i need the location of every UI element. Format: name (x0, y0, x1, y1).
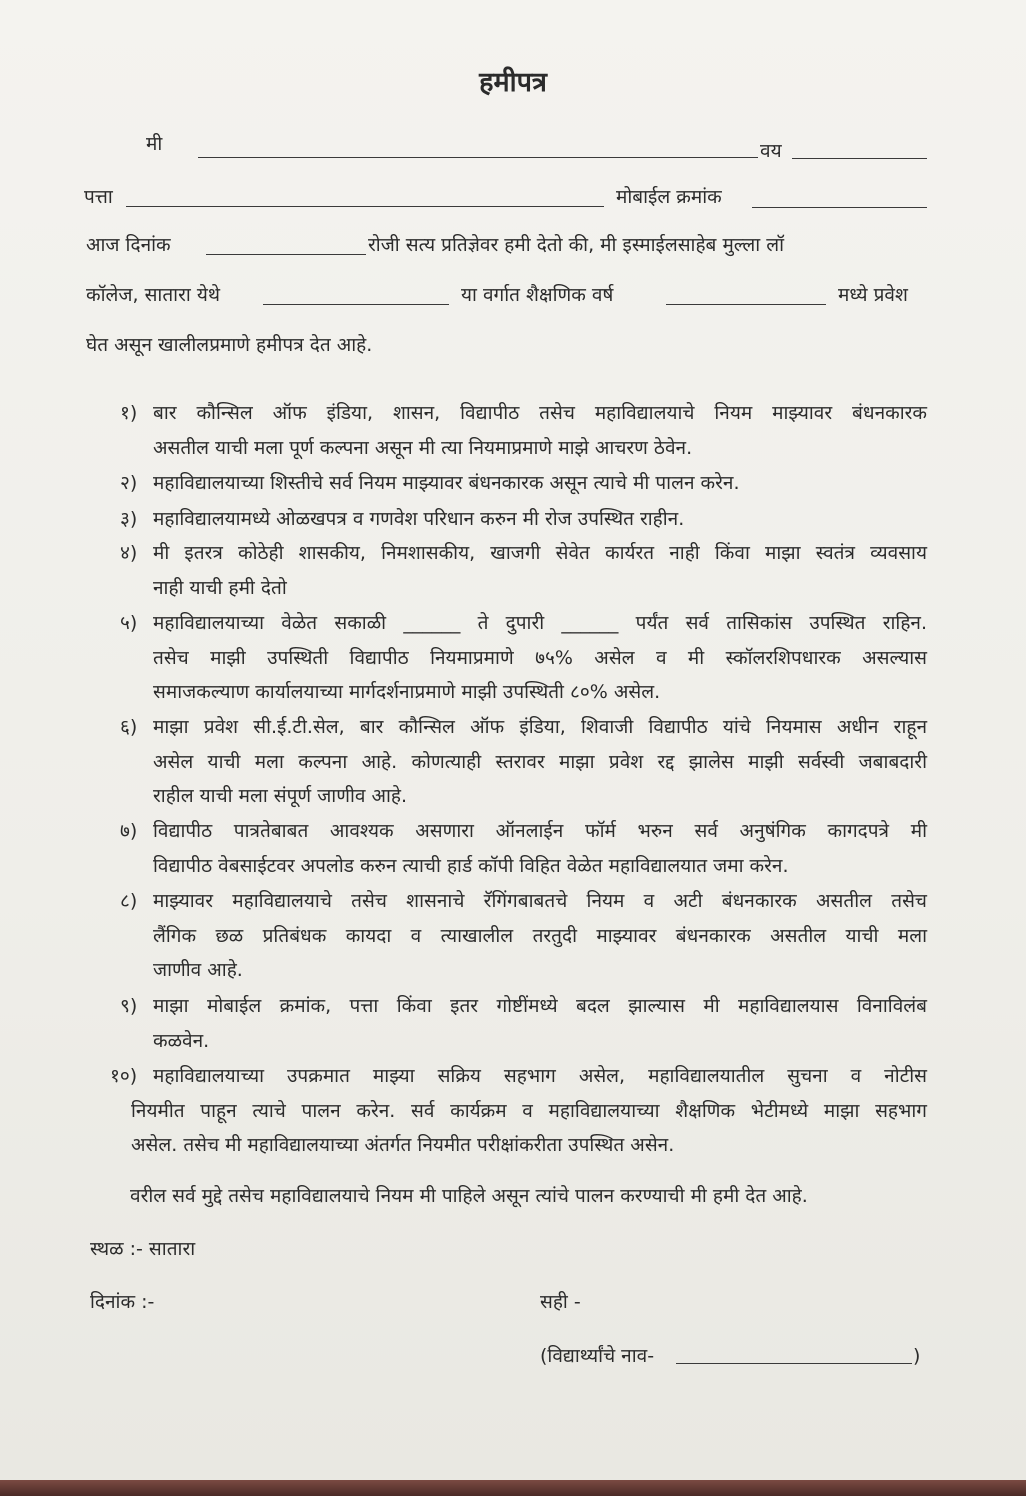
rule-number: ६) (120, 716, 138, 738)
age-field[interactable] (792, 158, 927, 159)
rule-text-line: विद्यापीठ पात्रतेबाबत आवश्यक असणारा ऑनलाईन फॉर्म भरुन सर्व अनुषंगिक कागदपत्रे मी (153, 820, 927, 842)
rule-text-line: राहील याची मला संपूर्ण जाणीव आहे. (153, 785, 408, 807)
rule-number: ७) (120, 820, 138, 842)
rule-text-line: असेल. तसेच मी महाविद्यालयाच्या अंतर्गत नियमीत परीक्षांकरीता उपस्थित असेन. (131, 1134, 675, 1156)
rule-text-line: महाविद्यालयाच्या उपक्रमात माझ्या सक्रिय सहभाग असेल, महाविद्यालयातील सुचना व नोटीस (153, 1065, 927, 1087)
rule-text-line: महाविद्यालयाच्या शिस्तीचे सर्व नियम माझ्यावर बंधनकारक असून त्याचे मी पालन करेन. (153, 472, 740, 494)
rule-text-line: विद्यापीठ वेबसाईटवर अपलोड करुन त्याची हार्ड कॉपी विहित वेळेत महाविद्यालयात जमा करेन. (153, 854, 789, 877)
college-text: कॉलेज, सातारा येथे (86, 284, 220, 306)
label-age: वय (760, 140, 782, 162)
label-date: आज दिनांक (86, 234, 171, 256)
rule-text-line: माझा प्रवेश सी.ई.टी.सेल, बार कौन्सिल ऑफ इंडिया, शिवाजी विद्यापीठ यांचे नियमास अधीन राहून (153, 716, 927, 738)
student-name-close: ) (913, 1345, 921, 1367)
class-field[interactable] (263, 304, 449, 305)
admission-text: मध्ये प्रवेश (838, 284, 908, 306)
place-label: स्थळ :- सातारा (90, 1238, 196, 1260)
rule-text-line: नाही याची हमी देतो (153, 576, 287, 599)
closing-statement: वरील सर्व मुद्दे तसेच महाविद्यालयाचे नियम मी पाहिले असून त्यांचे पालन करण्याची मी हमी देत आहे. (130, 1185, 808, 1207)
mobile-field[interactable] (752, 207, 927, 208)
rule-number: ५) (120, 612, 138, 634)
date-field[interactable] (206, 254, 366, 255)
rule-text-line: असेल याची मला कल्पना आहे. कोणत्याही स्तरावर माझा प्रवेश रद्द झालेस माझी सर्वस्वी जबाबदारी (153, 750, 927, 773)
rule-text-line: महाविद्यालयाच्या वेळेत सकाळी ______ ते दुपारी ______ पर्यंत सर्व तासिकांस उपस्थित राहिन. (153, 612, 927, 634)
student-name-label: (विद्यार्थ्यांचे नाव- (540, 1345, 655, 1367)
rule-text-line: लैंगिक छळ प्रतिबंधक कायदा व त्याखालील तरतुदी माझ्यावर बंधनकारक असतील याची मला (153, 924, 927, 947)
name-field[interactable] (198, 157, 758, 158)
academic-year-text: या वर्गात शैक्षणिक वर्ष (461, 284, 614, 306)
academic-year-field[interactable] (666, 304, 826, 305)
rule-text-line: महाविद्यालयामध्ये ओळखपत्र व गणवेश परिधान करुन मी रोज उपस्थित राहीन. (153, 508, 685, 530)
rule-number: १०) (110, 1065, 138, 1087)
rule-number: १) (120, 402, 138, 424)
address-field[interactable] (126, 206, 604, 207)
rule-text-line: कळवेन. (153, 1029, 210, 1052)
rule-text-line: माझ्यावर महाविद्यालयाचे तसेच शासनाचे रॅगिंगबाबतचे नियम व अटी बंधनकारक असतील तसेच (153, 890, 927, 912)
label-mobile: मोबाईल क्रमांक (616, 186, 722, 208)
signature-field[interactable] (592, 1310, 792, 1311)
rule-text-line: तसेच माझी उपस्थिती विद्यापीठ नियमाप्रमाणे ७५% असेल व मी स्कॉलरशिपधारक असल्यास (153, 646, 927, 669)
rule-text-line: जाणीव आहे. (153, 959, 243, 981)
rule-text-line: बार कौन्सिल ऑफ इंडिया, शासन, विद्यापीठ तसेच महाविद्यालयाचे नियम माझ्यावर बंधनकारक (153, 402, 927, 424)
oath-text: रोजी सत्य प्रतिज्ञेवर हमी देतो की, मी इस्माईलसाहेब मुल्ला लॉ (368, 234, 785, 256)
page-bottom-edge (0, 1480, 1026, 1496)
rule-text-line: नियमीत पाहून त्याचे पालन करेन. सर्व कार्यक्रम व महाविद्यालयाच्या शैक्षणिक भेटीमध्ये माझा सहभाग (131, 1099, 927, 1122)
rule-number: ४) (120, 542, 138, 564)
student-name-field[interactable] (676, 1363, 912, 1364)
rule-text-line: माझा मोबाईल क्रमांक, पत्ता किंवा इतर गोष्टींमध्ये बदल झाल्यास मी महाविद्यालयास विनाविलंब (153, 995, 927, 1017)
signature-label: सही - (540, 1291, 581, 1313)
rule-text-line: समाजकल्याण कार्यालयाच्या मार्गदर्शनाप्रमाणे माझी उपस्थिती ८०% असेल. (153, 681, 661, 703)
intro-text: घेत असून खालीलप्रमाणे हमीपत्र देत आहे. (86, 334, 373, 356)
rule-text-line: असतील याची मला पूर्ण कल्पना असून मी त्या नियमाप्रमाणे माझे आचरण ठेवेन. (153, 436, 693, 459)
rule-number: ३) (120, 508, 138, 530)
label-address: पत्ता (84, 186, 113, 208)
label-mi: मी (146, 133, 163, 155)
footer-date-field[interactable] (172, 1310, 282, 1311)
date-label: दिनांक :- (90, 1291, 155, 1313)
rule-text-line: मी इतरत्र कोठेही शासकीय, निमशासकीय, खाजगी सेवेत कार्यरत नाही किंवा माझा स्वतंत्र व्यवसाय (153, 542, 927, 564)
rule-number: ९) (120, 995, 138, 1017)
rule-number: २) (120, 472, 138, 494)
page-title: हमीपत्र (479, 67, 547, 98)
rule-number: ८) (120, 890, 138, 912)
